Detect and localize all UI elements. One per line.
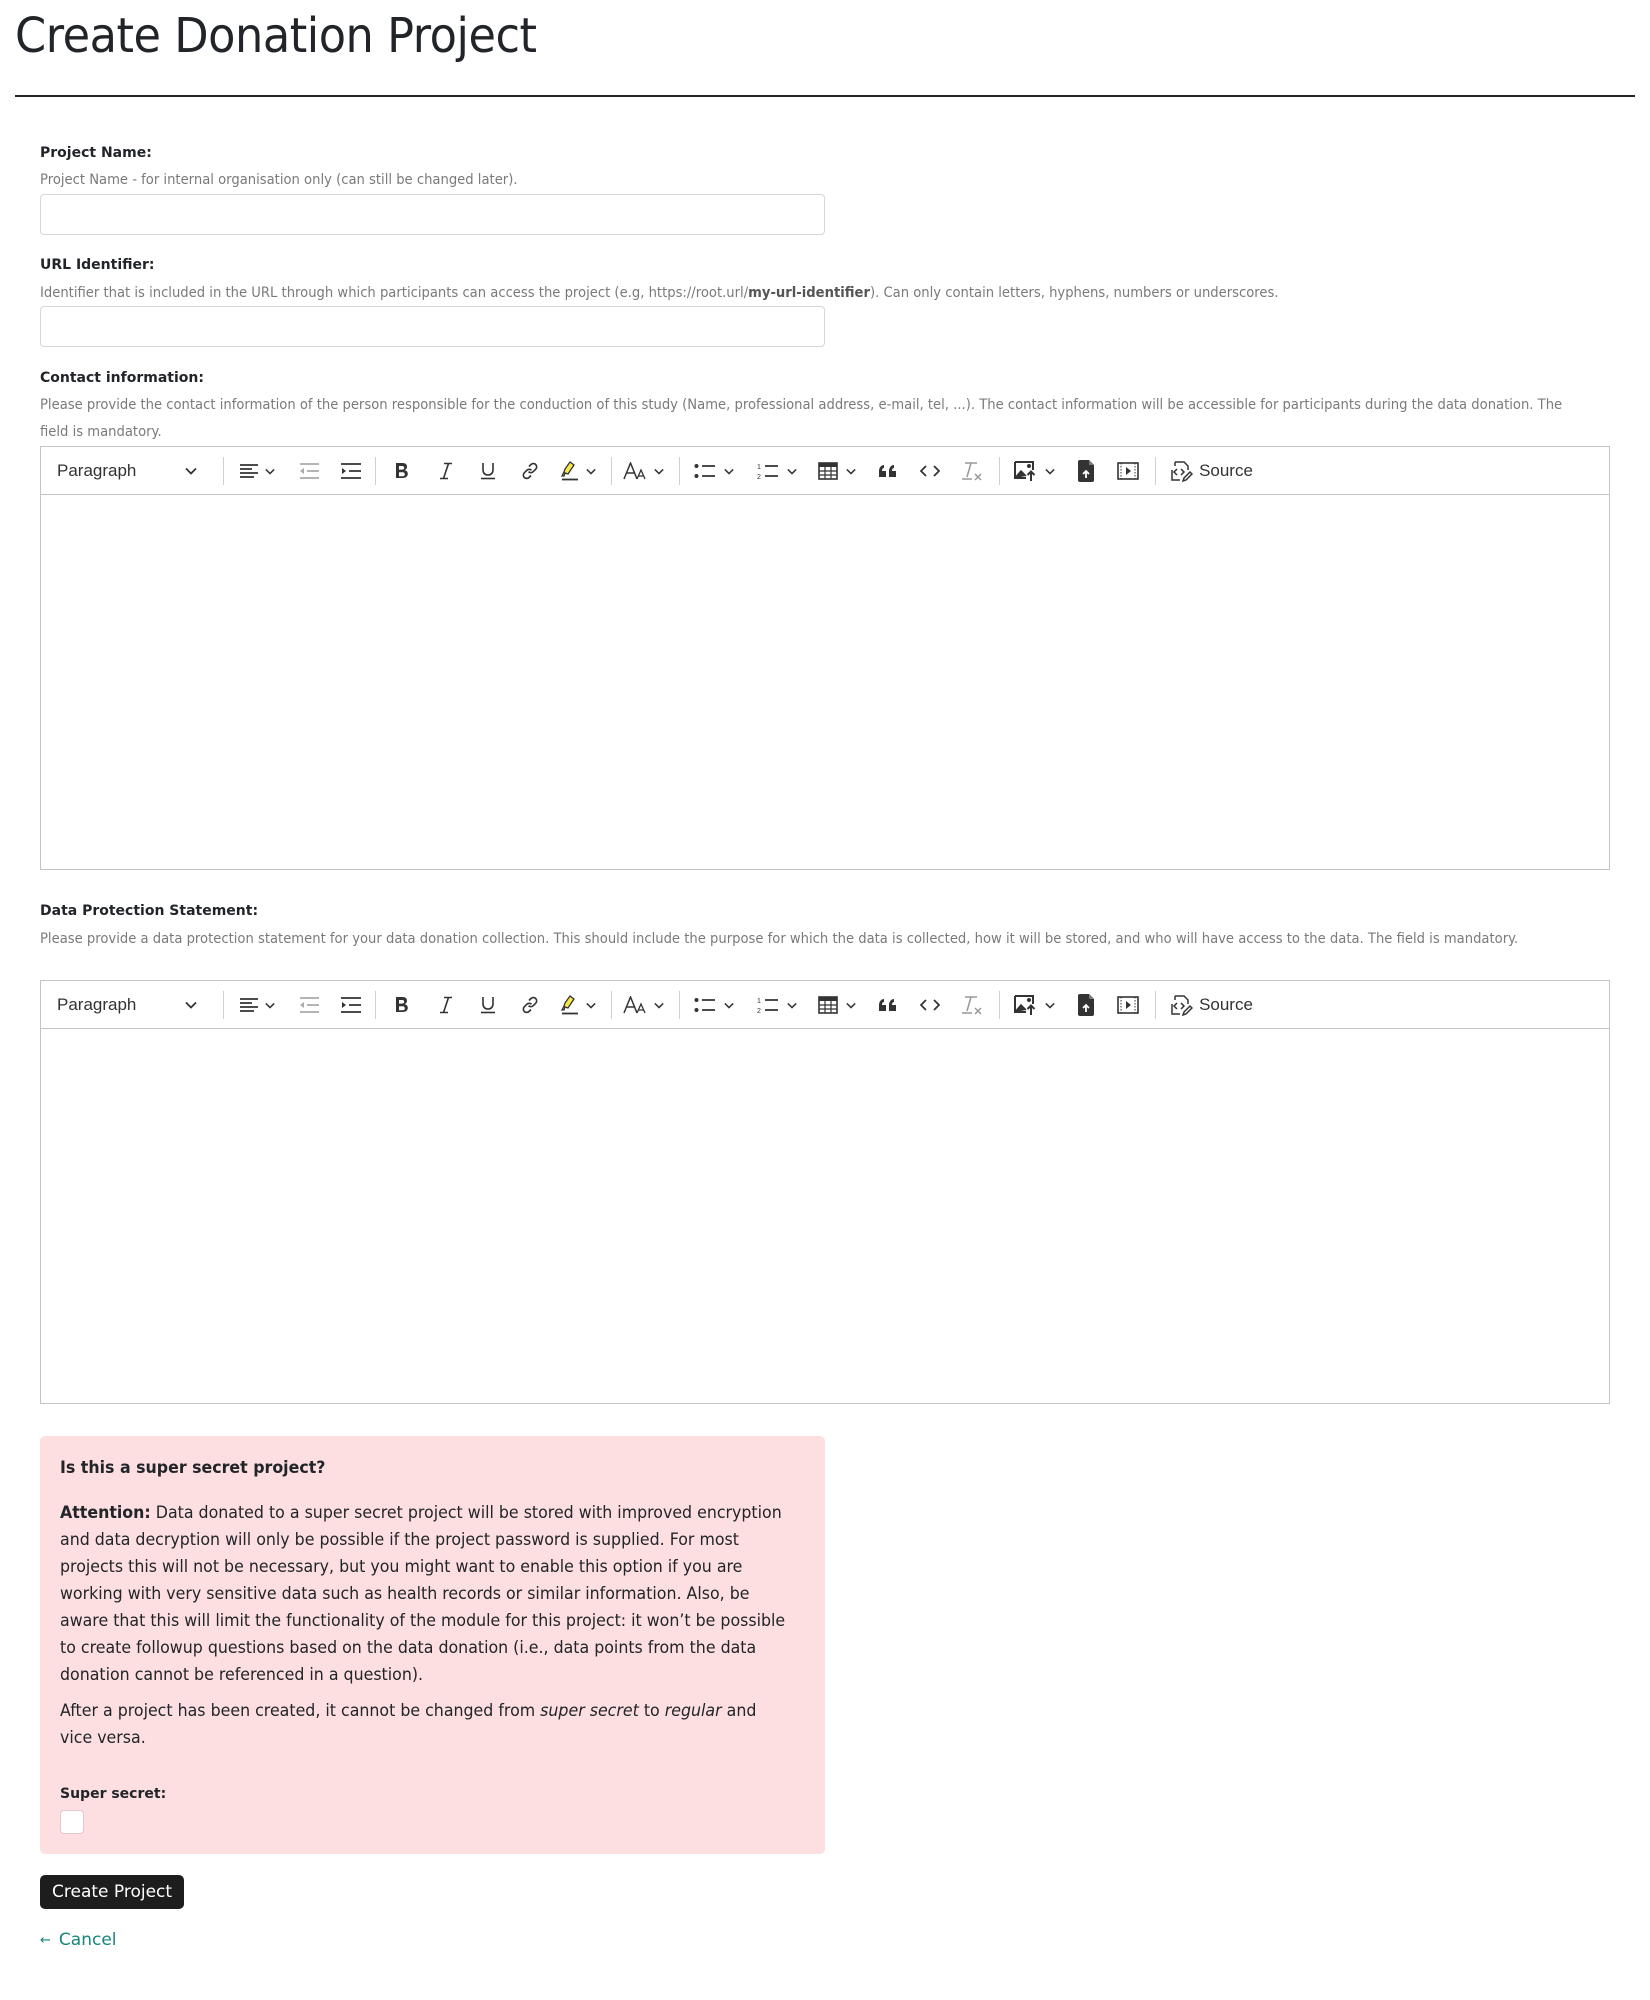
indent-icon — [340, 463, 362, 479]
font-size-dropdown[interactable] — [617, 447, 669, 495]
bulleted-list-dropdown[interactable] — [686, 981, 742, 1029]
contact-information-label: Contact information: — [40, 370, 204, 386]
image-upload-icon — [1013, 994, 1037, 1016]
toolbar-separator — [679, 991, 680, 1019]
url-help-example: my-url-identifier — [748, 285, 870, 301]
project-name-label: Project Name: — [40, 145, 152, 161]
toolbar-separator — [223, 991, 224, 1019]
toolbar-separator — [679, 457, 680, 485]
align-left-icon — [239, 463, 259, 479]
toolbar-separator — [611, 457, 612, 485]
attention-paragraph — [60, 1500, 785, 1689]
source-button[interactable] — [1163, 981, 1259, 1029]
super-secret-label: Super secret: — [60, 1786, 167, 1802]
underline-button[interactable] — [467, 981, 509, 1029]
highlighter-icon — [560, 461, 580, 481]
irreversibility-paragraph — [60, 1698, 785, 1752]
chevron-down-icon — [787, 1002, 797, 1009]
toolbar-separator — [611, 991, 612, 1019]
svg-text:2: 2 — [757, 474, 761, 480]
underline-icon — [480, 462, 496, 480]
attention-text: Data donated to a super secret project will be stored with improved encryption and data decryption will only be possible if the project password is supplied. For most projects this will not be necessary, but you might want to enable this option if you are working with very sensitive data such as health records or similar information. Also, be aware that this will limit the functionality of the module for this project: it won’t be possible to create followup questions based on the data donation (i.e., data points from the data donation cannot be referenced in a question). — [60, 1503, 786, 1685]
data-protection-editor — [40, 980, 1610, 1404]
outdent-button[interactable] — [289, 981, 329, 1029]
media-embed-button[interactable] — [1107, 981, 1149, 1029]
bold-button[interactable] — [381, 981, 423, 1029]
change-text: After a project has been created, it cannot be changed from — [60, 1701, 541, 1721]
align-left-icon — [239, 997, 259, 1013]
insert-table-dropdown[interactable] — [811, 447, 863, 495]
image-upload-icon — [1013, 460, 1037, 482]
arrow-left-icon: ← — [40, 1932, 51, 1948]
link-button[interactable] — [509, 981, 551, 1029]
font-size-dropdown[interactable] — [617, 981, 669, 1029]
toolbar-separator — [1155, 457, 1156, 485]
project-name-input[interactable] — [40, 194, 825, 235]
highlight-dropdown[interactable] — [551, 981, 605, 1029]
insert-image-dropdown[interactable] — [1005, 447, 1063, 495]
block-quote-button[interactable] — [867, 447, 909, 495]
link-icon — [521, 462, 539, 480]
editor-toolbar — [41, 447, 1609, 495]
chevron-down-icon — [586, 1002, 596, 1009]
insert-image-dropdown[interactable] — [1005, 981, 1063, 1029]
cancel-label: Cancel — [58, 1930, 117, 1950]
bold-icon — [394, 996, 410, 1014]
chevron-down-icon — [724, 468, 734, 475]
code-button[interactable] — [909, 447, 951, 495]
quote-icon — [878, 464, 898, 478]
change-text: and vice versa. — [60, 1701, 757, 1748]
source-button[interactable] — [1163, 447, 1259, 495]
chevron-down-icon — [1045, 468, 1055, 475]
url-identifier-input[interactable] — [40, 306, 825, 347]
indent-button[interactable] — [331, 981, 371, 1029]
change-text-regular: regular — [664, 1701, 722, 1721]
url-help-suffix: ). Can only contain letters, hyphens, numbers or underscores. — [869, 285, 1279, 301]
cancel-link[interactable] — [40, 1930, 117, 1950]
alert-title: Is this a super secret project? — [60, 1458, 326, 1478]
numbered-list-icon — [757, 462, 779, 480]
highlight-dropdown[interactable] — [551, 447, 605, 495]
outdent-icon — [298, 463, 320, 479]
project-name-help: Project Name - for internal organisation only (can still be changed later). — [40, 172, 518, 188]
title-divider — [15, 95, 1635, 97]
table-icon — [818, 996, 838, 1014]
heading-dropdown[interactable] — [41, 981, 211, 1029]
url-identifier-help — [40, 280, 1279, 307]
toolbar-separator — [375, 457, 376, 485]
alignment-dropdown[interactable] — [233, 447, 281, 495]
remove-format-button[interactable] — [951, 447, 993, 495]
media-embed-button[interactable] — [1107, 447, 1149, 495]
underline-button[interactable] — [467, 447, 509, 495]
bold-button[interactable] — [381, 447, 423, 495]
page-title: Create Donation Project — [15, 8, 537, 64]
quote-icon — [878, 998, 898, 1012]
file-upload-icon — [1077, 459, 1095, 483]
font-size-icon — [623, 996, 649, 1014]
toolbar-separator — [375, 991, 376, 1019]
heading-dropdown[interactable] — [41, 447, 211, 495]
italic-icon — [438, 996, 454, 1014]
numbered-list-icon — [757, 996, 779, 1014]
data-protection-help: Please provide a data protection statement for your data donation collection. This should include the purpose for which the data is collected, how it will be stored, and who will have access to the data. The field is mandatory. — [40, 931, 1519, 947]
file-upload-icon — [1077, 993, 1095, 1017]
toolbar-separator — [999, 457, 1000, 485]
data-protection-editor-body[interactable] — [41, 1029, 1609, 1403]
chevron-down-icon — [185, 467, 197, 475]
chevron-down-icon — [654, 1002, 664, 1009]
indent-button[interactable] — [331, 447, 371, 495]
super-secret-alert — [40, 1436, 825, 1854]
link-button[interactable] — [509, 447, 551, 495]
svg-text:2: 2 — [757, 1008, 761, 1014]
indent-icon — [340, 997, 362, 1013]
source-editing-icon — [1169, 459, 1193, 483]
chevron-down-icon — [787, 468, 797, 475]
outdent-icon — [298, 997, 320, 1013]
chevron-down-icon — [724, 1002, 734, 1009]
file-upload-button[interactable] — [1065, 981, 1107, 1029]
highlighter-icon — [560, 995, 580, 1015]
data-protection-label: Data Protection Statement: — [40, 903, 259, 919]
file-upload-button[interactable] — [1065, 447, 1107, 495]
remove-format-icon — [961, 461, 983, 481]
media-embed-icon — [1117, 462, 1139, 480]
url-identifier-label: URL Identifier: — [40, 257, 155, 273]
contact-information-editor-body[interactable] — [41, 495, 1609, 869]
alignment-dropdown[interactable] — [233, 981, 281, 1029]
heading-dropdown-value: Paragraph — [57, 995, 137, 1014]
code-icon — [920, 464, 940, 478]
remove-format-icon — [961, 995, 983, 1015]
chevron-down-icon — [654, 468, 664, 475]
super-secret-checkbox[interactable] — [60, 1810, 84, 1834]
editor-toolbar — [41, 981, 1609, 1029]
chevron-down-icon — [1045, 1002, 1055, 1009]
code-button[interactable] — [909, 981, 951, 1029]
numbered-list-dropdown[interactable] — [749, 981, 805, 1029]
toolbar-separator — [999, 991, 1000, 1019]
bulleted-list-dropdown[interactable] — [686, 447, 742, 495]
chevron-down-icon — [265, 468, 275, 475]
italic-button[interactable] — [425, 981, 467, 1029]
chevron-down-icon — [846, 1002, 856, 1009]
insert-table-dropdown[interactable] — [811, 981, 863, 1029]
link-icon — [521, 996, 539, 1014]
chevron-down-icon — [185, 1001, 197, 1009]
heading-dropdown-value: Paragraph — [57, 461, 137, 480]
attention-label: Attention: — [60, 1503, 151, 1523]
svg-text:1: 1 — [757, 998, 761, 1005]
outdent-button[interactable] — [289, 447, 329, 495]
change-text-super-secret: super secret — [540, 1701, 639, 1721]
svg-text:1: 1 — [757, 464, 761, 471]
bulleted-list-icon — [694, 463, 716, 479]
change-text: to — [638, 1701, 665, 1721]
toolbar-separator — [223, 457, 224, 485]
media-embed-icon — [1117, 996, 1139, 1014]
toolbar-separator — [1155, 991, 1156, 1019]
code-icon — [920, 998, 940, 1012]
contact-information-help: Please provide the contact information of the person responsible for the conduction of this study (Name, professional address, e-mail, tel, ...). The contact information will be accessible for participants during the data donation. The field is mandatory. — [40, 397, 1563, 440]
block-quote-button[interactable] — [867, 981, 909, 1029]
chevron-down-icon — [846, 468, 856, 475]
contact-information-editor — [40, 446, 1610, 870]
numbered-list-dropdown[interactable] — [749, 447, 805, 495]
italic-icon — [438, 462, 454, 480]
underline-icon — [480, 996, 496, 1014]
source-editing-icon — [1169, 993, 1193, 1017]
remove-format-button[interactable] — [951, 981, 993, 1029]
italic-button[interactable] — [425, 447, 467, 495]
bold-icon — [394, 462, 410, 480]
source-button-label: Source — [1199, 461, 1253, 480]
source-button-label: Source — [1199, 995, 1253, 1014]
chevron-down-icon — [265, 1002, 275, 1009]
bulleted-list-icon — [694, 997, 716, 1013]
table-icon — [818, 462, 838, 480]
chevron-down-icon — [586, 468, 596, 475]
url-help-prefix: Identifier that is included in the URL through which participants can access the project (e.g, https://root.url/ — [40, 285, 749, 301]
create-project-button[interactable]: Create Project — [40, 1875, 184, 1909]
font-size-icon — [623, 462, 649, 480]
